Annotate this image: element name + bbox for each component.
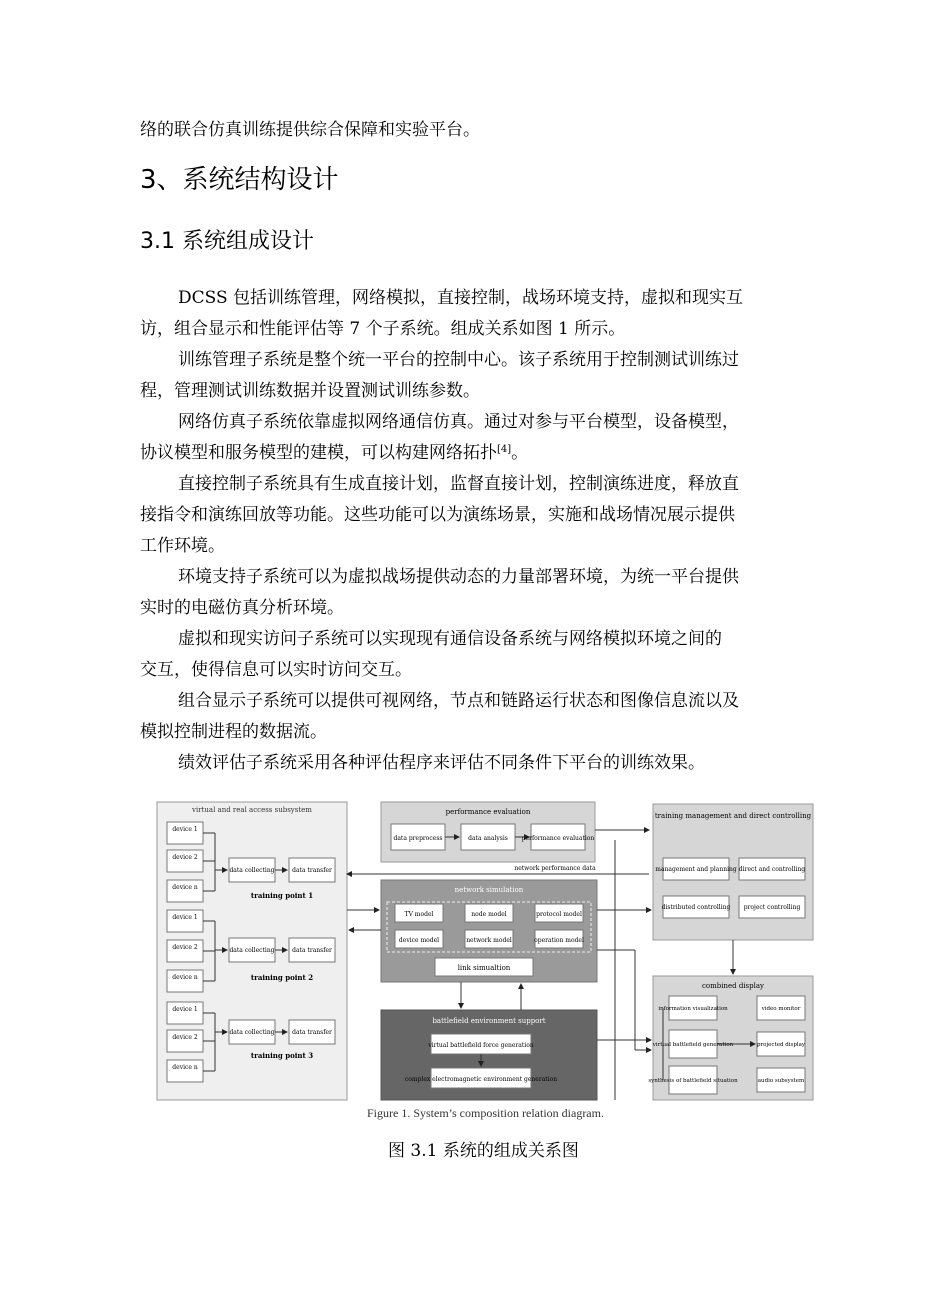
data-collecting-label: data collecting [229,867,275,874]
paragraph-line: 虚拟和现实访问子系统可以实现现有通信设备系统与网络模拟环境之间的 [178,629,722,649]
composition-diagram [155,800,815,1105]
device-1-label: device 1 [172,914,198,921]
training-point-3-label: training point 3 [250,1051,314,1060]
citation: [4] [497,444,512,455]
device-1-label: device 1 [172,826,198,833]
paragraph-line: 交互，使得信息可以实时访问交互。 [140,660,412,680]
information-visualization-label: information visualization [658,1006,728,1012]
training-point-1-label: training point 1 [250,891,314,900]
subsection-heading: 3.1 系统组成设计 [140,229,314,254]
top-line: 络的联合仿真训练提供综合保障和实验平台。 [140,120,480,140]
paragraph-line: 绩效评估子系统采用各种评估程序来评估不同条件下平台的训练效果。 [178,753,705,773]
data-analysis-label: data analysis [468,835,508,842]
network-simulation-title: network simulation [454,886,524,894]
virtual-battlefield-generation-label: virtual battlefield generation [652,1042,734,1048]
network-performance-data-label: network performance data [514,865,596,872]
device-1-label: device 1 [172,1006,198,1013]
paragraph-text: 协议模型和服务模型的建模，可以构建网络拓扑 [140,443,497,463]
paragraph-line: 接指令和演练回放等功能。这些功能可以为演练场景，实施和战场情况展示提供 [140,505,735,525]
audio-subsystem-label: audio subsystem [757,1078,805,1084]
paragraph-line: 程，管理测试训练数据并设置测试训练参数。 [140,381,480,401]
management-planning-label: management and planning [655,866,737,873]
protocol-model-label: protocol model [536,911,582,918]
project-controlling-label: project controlling [743,904,801,911]
device-n-label: device n [172,1064,198,1071]
projected-display-label: projected display [756,1042,806,1048]
device-n-label: device n [172,884,198,891]
operation-model-label: operation model [534,937,584,944]
link-simulation-label: link simualtion [457,964,511,972]
paragraph-line: 环境支持子系统可以为虚拟战场提供动态的力量部署环境，为统一平台提供 [178,567,739,587]
device-model-label: device model [398,937,440,944]
paragraph-line: 网络仿真子系统依靠虚拟网络通信仿真。通过对参与平台模型，设备模型， [178,412,739,432]
em-environment-label: complex electromagnetic environment generation [404,1076,558,1083]
synthesis-label: synthesis of battlefield situation [648,1078,738,1084]
training-management-title: training management and direct controlling [654,812,812,820]
distributed-controlling-label: distributed controlling [661,904,731,911]
virtual-force-generation-label: virtual battlefield force generation [428,1042,534,1049]
paragraph-line: 模拟控制进程的数据流。 [140,722,327,742]
device-2-label: device 2 [172,854,198,861]
section-heading: 3、系统结构设计 [140,165,339,195]
data-transfer-label: data transfer [292,1029,332,1036]
training-point-2-label: training point 2 [250,973,314,982]
tv-model-label: TV model [404,911,434,918]
paragraph-end: 。 [511,443,529,463]
performance-evaluation-label: performance evaluation [521,835,595,842]
data-collecting-label: data collecting [229,947,275,954]
paragraph-line: 组合显示子系统可以提供可视网络，节点和链路运行状态和图像信息流以及 [178,691,739,711]
figure-caption-chinese: 图 3.1 系统的组成关系图 [388,1141,579,1161]
combined-display-title: combined display [701,982,765,990]
direct-controlling-label: direct and controlling [738,866,806,873]
data-transfer-label: data transfer [292,867,332,874]
paragraph-line: 直接控制子系统具有生成直接计划，监督直接计划，控制演练进度，释放直 [178,474,739,494]
access-subsystem-title: virtual and real access subsystem [192,806,312,814]
paragraph-line: 训练管理子系统是整个统一平台的控制中心。该子系统用于控制测试训练过 [178,350,739,370]
data-preprocess-label: data preprocess [393,835,443,842]
data-collecting-label: data collecting [229,1029,275,1036]
video-monitor-label: video monitor [761,1006,801,1012]
device-n-label: device n [172,974,198,981]
battlefield-environment-title: battlefield environment support [432,1017,546,1025]
performance-evaluation-title: performance evaluation [445,808,531,816]
device-2-label: device 2 [172,1034,198,1041]
paragraph-line: 访，组合显示和性能评估等 7 个子系统。组成关系如图 1 所示。 [140,319,626,339]
paragraph-line: 工作环境。 [140,536,225,556]
paragraph-line [140,443,528,463]
paragraph-line: 实时的电磁仿真分析环境。 [140,598,344,618]
data-transfer-label: data transfer [292,947,332,954]
figure-caption-english: Figure 1. System’s composition relation diagram. [367,1106,604,1120]
paragraph-line: DCSS 包括训练管理，网络模拟，直接控制，战场环境支持，虚拟和现实互 [178,288,744,308]
device-2-label: device 2 [172,944,198,951]
network-model-label: network model [466,937,512,944]
node-model-label: node model [471,911,507,918]
